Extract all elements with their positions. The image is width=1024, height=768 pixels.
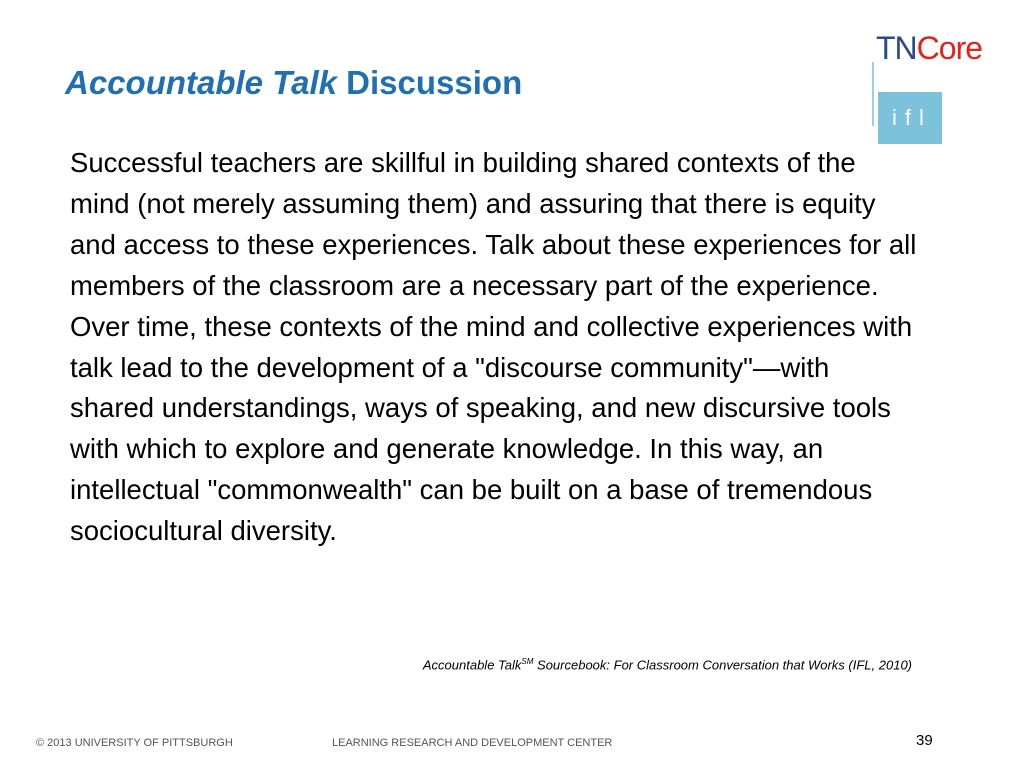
slide-title — [65, 60, 522, 106]
logo-divider — [872, 62, 874, 126]
slide-title-rest: Discussion — [337, 64, 523, 101]
citation-rest: Sourcebook: For Classroom Conversation that Works (IFL, 2010) — [533, 657, 912, 673]
page-number: 39 — [916, 732, 933, 749]
citation-prefix: Accountable Talk — [422, 657, 522, 673]
tncore-ifl-logo — [872, 28, 1002, 128]
slide-title-italic: Accountable Talk — [65, 64, 338, 101]
logo-ifl: ifl — [878, 92, 942, 144]
body-paragraph: Successful teachers are skillful in building shared contexts of the mind (not merely assuming them) and assuring that there is equity and access to these experiences. Talk about these experiences for all members of the classroom are a necessary part of the experience. Over time, these contexts of the mind and collective experiences with talk lead to the development of a "discourse community"—with shared understandings, ways of speaking, and new discursive tools with which to explore and generate knowledge. In this way, an intellectual "commonwealth" can be built on a base of tremendous sociocultural diversity. — [70, 147, 917, 547]
logo-core: Core — [916, 30, 983, 66]
logo-wordmark — [876, 28, 982, 68]
logo-tn: TN — [876, 30, 917, 66]
footer-center-label: LEARNING RESEARCH AND DEVELOPMENT CENTER — [332, 737, 613, 749]
citation — [423, 657, 912, 672]
service-mark: SM — [521, 657, 534, 666]
footer-copyright: © 2013 UNIVERSITY OF PITTSBURGH — [36, 737, 233, 749]
